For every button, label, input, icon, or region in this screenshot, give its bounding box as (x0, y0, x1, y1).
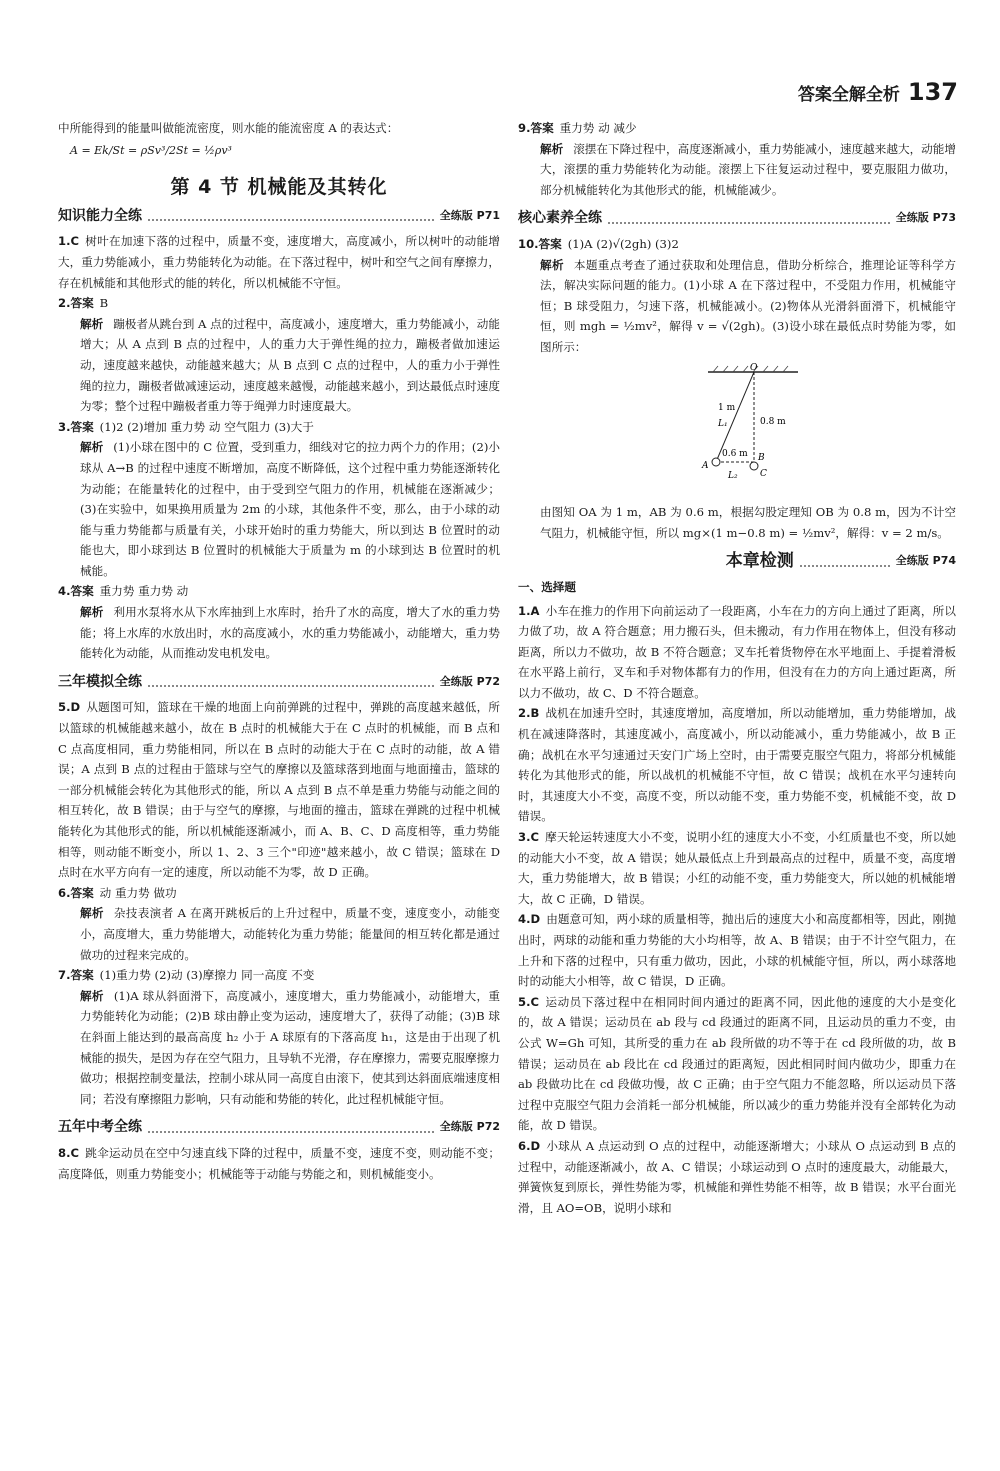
question-10-answer (518, 234, 956, 255)
band-title: 五年中考全练 (58, 1119, 142, 1136)
label-c: C (760, 468, 767, 479)
question-3-analysis (58, 437, 500, 581)
question-number: 5.D (58, 700, 81, 715)
question-number: 4.D (518, 912, 541, 927)
analysis-label: 解析 (80, 605, 104, 620)
analysis-label: 解析 (80, 988, 104, 1003)
question-number: 2.答案 (58, 296, 94, 311)
question-4-analysis (58, 602, 500, 664)
answer-text: (1)2 (2)增加 重力势 动 空气阻力 (3)大于 (99, 419, 314, 434)
band-title: 核心素养全练 (518, 210, 602, 227)
question-9-analysis (518, 139, 956, 201)
dotted-divider (608, 222, 890, 224)
choice-2 (518, 703, 956, 827)
section-title: 第 4 节 机械能及其转化 (170, 176, 388, 199)
question-number: 1.C (58, 234, 79, 249)
band-core (518, 208, 956, 229)
question-1 (58, 231, 500, 293)
question-7-analysis (58, 986, 500, 1110)
question-number: 10.答案 (518, 236, 562, 251)
question-7-answer (58, 965, 500, 986)
answer-text: 动 重力势 做功 (99, 885, 177, 900)
analysis-label: 解析 (80, 440, 104, 455)
question-3-answer (58, 417, 500, 438)
band-page-ref: 全练版 P72 (439, 1120, 500, 1134)
band-exam (58, 1117, 500, 1138)
question-number: 9.答案 (518, 121, 554, 135)
label-08m: 0.8 m (760, 416, 786, 427)
question-4-answer (58, 581, 500, 602)
question-number: 1.A (518, 603, 540, 618)
question-5 (58, 697, 500, 882)
question-number: 2.B (518, 706, 540, 721)
label-l2: L₂ (728, 470, 738, 481)
choice-5 (518, 992, 956, 1136)
band-knowledge (58, 206, 500, 227)
band-title: 知识能力全练 (58, 207, 142, 224)
right-column (518, 118, 956, 1218)
question-number: 3.答案 (58, 419, 94, 434)
analysis-text: 本题重点考查了通过获取和处理信息，借助分析综合，推理论证等科学方法，解决实际问题的能力。(1)小球 A 在下落过程中，不受阻力作用，机械能守恒；B 球受阻力，匀速下落，机械能减小。(2)物体从光滑斜面滑下，机械能守恒，则 mgh = ½mv²，解得 v = √(2gh)。(3)设小球在最低点时势能为零，如图所示： (540, 257, 956, 354)
question-text: 小车在推力的作用下向前运动了一段距离，小车在力的方向上通过了距离，所以力做了功，故 A 符合题意；用力搬石头，但未搬动，有力作用在物体上，但没有移动距离，所以力不做功，故 B 不符合题意；叉车托着货物停在水平地面上、手提着滑板在水平路上前行，叉车和手对物体都有力的作用，但没有在力的方向上通过距离，所以力不做功，故 C、D 不符合题意。 (518, 603, 956, 700)
analysis-text: (1)小球在图中的 C 位置，受到重力，细线对它的拉力两个力的作用；(2)小球从 A→B 的过程中速度不断增加，高度不断降低，这个过程中重力势能逐渐转化为动能；在能量转化的过程中，由于受到空气阻力的作用，机械能在逐渐减少；(3)在实验中，如果换用质量为 2m 的小球，其他条件不变，那么，由于小球的动能与重力势能都与质量有关，小球开始时的重力势能大，所以到达 B 位置时的动能也大，即小球到达 B 位置时的机械能大于质量为 m 的小球到达 B 位置时的机械能。 (80, 440, 500, 578)
energy-density-formula: A = Ek/St = ρSv³/2St = ½ρv³ (70, 143, 232, 157)
question-8 (58, 1143, 500, 1184)
analysis-text: 滚摆在下降过程中，高度逐渐减小，重力势能减小，速度越来越大，动能增大，滚摆的重力势能转化为动能。滚摆上下往复运动过程中，要克服阻力做功，部分机械能转化为其他形式的能，机械能减少。 (540, 141, 956, 197)
band-page-ref: 全练版 P72 (439, 674, 500, 688)
header-title: 答案全解全析 (797, 85, 900, 105)
page-number: 137 (907, 78, 958, 106)
question-text: 小球从 A 点运动到 O 点的过程中，动能逐渐增大；小球从 O 点运动到 B 点的过程中，动能逐渐减小，故 A、C 错误；小球运动到 O 点时的速度最大，动能最大，弹簧恢复到原长，弹性势能为零，机械能和弹性势能不相等，故 B 错误；水平台面光滑，且 AO=OB，说明小球和 (518, 1138, 956, 1215)
band-title: 三年模拟全练 (58, 673, 142, 690)
question-number: 7.答案 (58, 968, 94, 983)
label-1m: 1 m (718, 402, 736, 413)
page-header (798, 78, 958, 106)
question-2-analysis (58, 314, 500, 417)
band-mock (58, 672, 500, 693)
dotted-divider (148, 1131, 434, 1133)
band-title: 本章检测 (725, 551, 794, 572)
dotted-divider (148, 219, 434, 221)
analysis-label: 解析 (80, 906, 104, 921)
analysis-text: (1)A 球从斜面滑下，高度减小，速度增大，重力势能减小，动能增大，重力势能转化为动能；(2)B 球由静止变为运动，速度增大了，获得了动能；(3)B 球在斜面上能达到的最高高度 h₂ 小于 A 球原有的下落高度 h₁，这是由于出现了机械能的损失，是因为存在空气阻力，且导轨不光滑，存在摩擦力，需要克服摩擦力做功；根据控制变量法，控制小球从同一高度自由滚下，使其到达斜面底端速度相同；若没有摩擦阻力影响，只有动能和势能的转化，此过程机械能守恒。 (80, 988, 500, 1106)
choice-4 (518, 909, 956, 991)
analysis-label: 解析 (80, 316, 104, 331)
analysis-label: 解析 (540, 257, 564, 272)
pendulum-diagram (688, 362, 828, 492)
answer-text: B (99, 296, 109, 311)
question-text: 战机在加速升空时，其速度增加，高度增加，所以动能增加，重力势能增加，战机在减速降落时，其速度减小，高度减小，所以动能减小，重力势能减小，故 B 正确；战机在水平匀速通过天安门广场上空时，由于需要克服空气阻力，将部分机械能转化为其他形式的能，所以战机的机械能不守恒，故 C 错误；战机在水平匀速转向时，其速度大小不变，高度不变，所以动能不变，重力势能不变，机械能不变，故 D 错误。 (518, 706, 956, 824)
ball-a (712, 458, 720, 466)
label-06m: 0.6 m (722, 448, 748, 459)
question-text: 从题图可知，篮球在干燥的地面上向前弹跳的过程中，弹跳的高度越来越低，所以篮球的机械能越来越小，故在 B 点时的机械能大于在 C 点时的机械能，而 B 点和 C 点高度相同，重力势能相同，所以在 B 点时的动能大于在 C 点时的动能，故 A 错误；A 点到 B 点的过程由于篮球与空气的摩擦以及篮球落到地面与地面撞击，篮球的一部分机械能会转化为其他形式的能，所以 A 点到 B 点不单是重力势能与动能之间的相互转化，故 B 错误；由于与空气的摩擦，与地面的撞击，篮球在弹跳的过程中机械能转化为其他形式的能，所以机械能逐渐减小，而 A、B、C、D 高度相等，重力势能相等，则动能不断变小，所以 1、2、3 三个"印迹"越来越小，故 C 错误；篮球在 D 点时在水平方向有一定的速度，所以动能不为零，故 D 正确。 (58, 700, 500, 880)
analysis-text: 杂技表演者 A 在离开跳板后的上升过程中，质量不变，速度变小，动能变小，高度增大，重力势能增大，动能转化为重力势能；能量间的相互转化都是通过做功的过程来完成的。 (80, 906, 500, 962)
answer-text: (1)重力势 (2)动 (3)摩擦力 同一高度 不变 (99, 968, 315, 983)
question-6-analysis (58, 903, 500, 965)
analysis-text: 蹦极者从跳台到 A 点的过程中，高度减小，速度增大，重力势能减小，动能增大；从 A 点到 B 点的过程中，人的重力大于弹性绳的拉力，蹦极者做加速运动，速度越来越快，动能越来越大；从 B 点到 C 点的过程中，人的重力小于弹性绳的拉力，蹦极者做减速运动，速度越来越慢，动能越来越小，到达最低点时速度为零；整个过程中蹦极者重力等于绳弹力时速度最大。 (80, 316, 500, 414)
question-number: 6.D (518, 1138, 541, 1153)
question-9-answer (518, 118, 956, 139)
subsection-choice: 一、选择题 (518, 579, 576, 594)
band-page-ref: 全练版 P71 (439, 208, 500, 222)
question-number: 6.答案 (58, 885, 94, 900)
label-o: O (750, 362, 758, 373)
answer-text: 重力势 重力势 动 (99, 584, 189, 599)
label-a: A (702, 460, 709, 471)
question-number: 4.答案 (58, 584, 94, 599)
left-column (58, 118, 500, 1184)
question-number: 3.C (518, 830, 539, 845)
answer-text: (1)A (2)√(2gh) (3)2 (567, 236, 679, 251)
dotted-divider (800, 565, 890, 567)
question-text: 由题意可知，两小球的质量相等，抛出后的速度大小和高度都相等，因此，刚抛出时，两球的动能和重力势能的大小均相等，故 A、B 错误；由于不计空气阻力，在上升和下落的过程中，只有重力做功，因此，小球的机械能守恒，所以，两小球落地时的动能大小相等，故 C 错误，D 正确。 (518, 912, 956, 989)
question-text: 树叶在加速下落的过程中，质量不变，速度增大，高度减小，所以树叶的动能增大，重力势能减小，重力势能转化为动能。在下落过程中，树叶和空气之间有摩擦力，存在机械能和其他形式的能的转化，所以机械能不守恒。 (58, 234, 500, 290)
question-6-answer (58, 883, 500, 904)
choice-6 (518, 1136, 956, 1218)
choice-3 (518, 827, 956, 909)
intro-text: 中所能得到的能量叫做能流密度，则水能的能流密度 A 的表达式： (58, 121, 399, 135)
question-text: 摩天轮运转速度大小不变，说明小红的速度大小不变，小红质量也不变，所以她的动能大小不变，故 A 错误；她从最低点上升到最高点的过程中，质量不变，高度增大，重力势能增大，故 B 错误；小红的动能不变，重力势能变大，所以她的机械能增大，故 C 正确，D 错误。 (518, 830, 956, 906)
label-l1: L₁ (718, 418, 728, 429)
question-10-conclusion: 由图知 OA 为 1 m，AB 为 0.6 m，根据勾股定理知 OB 为 0.8 m，因为不计空气阻力，机械能守恒，所以 mg×(1 m−0.8 m) = ½mv²，解得：v = 2 m/s。 (540, 505, 956, 540)
dotted-divider (148, 685, 434, 687)
question-text: 运动员下落过程中在相同时间内通过的距离不同，因此他的速度的大小是变化的，故 A 错误；运动员在 ab 段与 cd 段通过的距离不同，且运动员的重力不变，由公式 W=Gh 可知，其所受的重力在 ab 段所做的功不等于在 cd 段所做的功，故 B 错误；运动员在 ab 段比在 cd 段通过的距离短，因此相同时间内做功少，即重力在 ab 段做功比在 cd 段做功慢，故 C 正确；由于空气阻力不能忽略，所以运动员下落过程中克服空气阻力会消耗一部分机械能，所以减少的重力势能并没有全部转化为动能，故 D 错误。 (518, 994, 956, 1133)
choice-1 (518, 601, 956, 704)
ball-c (750, 462, 758, 470)
band-chapter-test (518, 551, 956, 572)
analysis-label: 解析 (540, 141, 564, 156)
answer-text: 重力势 动 减少 (559, 121, 637, 135)
question-10-analysis (518, 255, 956, 358)
question-text: 跳伞运动员在空中匀速直线下降的过程中，质量不变，速度不变，则动能不变；高度降低，则重力势能变小；机械能等于动能与势能之和，则机械能变小。 (58, 1145, 500, 1181)
question-2-answer (58, 293, 500, 314)
band-page-ref: 全练版 P74 (895, 554, 956, 568)
band-page-ref: 全练版 P73 (895, 211, 956, 225)
question-number: 8.C (58, 1145, 79, 1160)
label-b: B (758, 452, 765, 463)
analysis-text: 利用水泵将水从下水库抽到上水库时，抬升了水的高度，增大了水的重力势能；将上水库的水放出时，水的高度减小，水的重力势能减小，动能增大，重力势能转化为动能，从而推动发电机发电。 (80, 605, 500, 661)
question-number: 5.C (518, 994, 539, 1009)
